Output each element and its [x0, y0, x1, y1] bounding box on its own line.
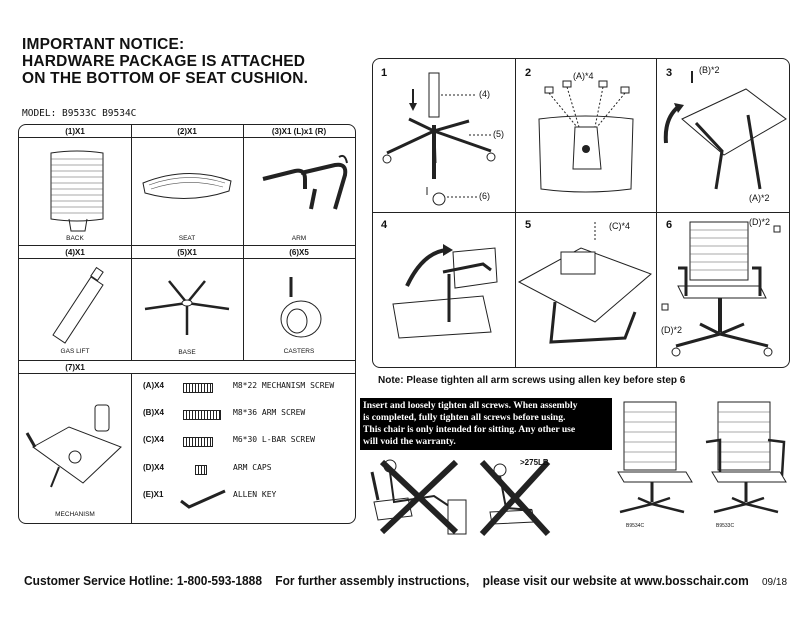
step-4-number: 4 — [381, 219, 388, 231]
part-4-name: GAS LIFT — [60, 348, 90, 355]
step-3-callout-b: (B)*2 — [699, 65, 720, 75]
hardware-row — [143, 381, 353, 395]
hardware-row — [143, 408, 353, 422]
hardware-row — [143, 463, 353, 477]
misuse-standing-illustration — [364, 452, 468, 542]
hardware-key: (D)X4 — [143, 463, 164, 472]
step-6-callout-d2: (D)*2 — [661, 325, 683, 335]
part-2-qty: (2)X1 — [177, 127, 197, 136]
step-3-number: 3 — [666, 67, 673, 79]
base-illustration — [139, 273, 235, 343]
footer — [24, 573, 749, 588]
arm-illustration — [255, 149, 351, 233]
step-2-illustration — [515, 59, 656, 212]
seat-illustration — [139, 169, 235, 209]
footer-website: please visit our website at www.bosschair.com — [482, 573, 749, 588]
step-2-number: 2 — [525, 67, 532, 79]
mechanism-illustration — [29, 387, 125, 505]
step-3-callout-a: (A)*2 — [749, 193, 770, 203]
part-4-qty: (4)X1 — [65, 248, 85, 257]
hardware-row — [143, 435, 353, 449]
arm-screw-note: Note: Please tighten all arm screws using allen key before step 6 — [378, 375, 686, 386]
important-notice — [22, 36, 308, 87]
footer-instructions: For further assembly instructions, — [275, 573, 470, 588]
hardware-key: (E)X1 — [143, 490, 164, 499]
hardware-description: M8*22 MECHANISM SCREW — [233, 381, 335, 390]
hardware-row — [143, 490, 353, 504]
step-2-callout-a: (A)*4 — [573, 71, 594, 81]
chair-b9534c-illustration — [612, 398, 702, 522]
weight-limit-label: >275LB — [520, 458, 549, 467]
part-5-name: BASE — [178, 349, 196, 356]
part-1-qty: (1)X1 — [65, 127, 85, 136]
hardware-key: (C)X4 — [143, 435, 164, 444]
step-6-illustration — [656, 212, 789, 367]
warning-line-2: is completed, fully tighten all screws before using. — [363, 412, 566, 423]
parts-list-box — [18, 124, 356, 524]
revision-date: 09/18 — [762, 577, 788, 588]
step-5-number: 5 — [525, 219, 532, 231]
part-6-qty: (6)X5 — [289, 248, 309, 257]
step-3-illustration — [656, 59, 789, 212]
step-6-number: 6 — [666, 219, 673, 231]
hardware-description: M6*30 L-BAR SCREW — [233, 435, 315, 444]
allen-key-icon — [179, 489, 227, 509]
part-1-name: BACK — [66, 235, 84, 242]
screw-icon — [183, 410, 221, 420]
arm-cap-icon — [195, 465, 207, 475]
part-3-name: ARM — [291, 235, 307, 242]
part-5-qty: (5)X1 — [177, 248, 197, 257]
step-1-number: 1 — [381, 67, 388, 79]
chair-label-1: B9534C — [626, 523, 645, 529]
model-number: MODEL: B9533C B9534C — [22, 108, 137, 119]
part-7-qty: (7)X1 — [65, 363, 85, 372]
step-4-illustration — [373, 212, 515, 367]
step-5-illustration — [515, 212, 656, 367]
hardware-key: (A)X4 — [143, 381, 164, 390]
part-3-qty: (3)X1 (L)x1 (R) — [271, 127, 327, 136]
hardware-key: (B)X4 — [143, 408, 164, 417]
step-1-callout-4: (4) — [479, 89, 490, 99]
footer-hotline: Customer Service Hotline: 1-800-593-1888 — [24, 573, 262, 588]
step-1-callout-6: (6) — [479, 191, 490, 201]
warning-line-4: will void the warranty. — [363, 436, 456, 447]
caster-illustration — [273, 275, 329, 341]
assembly-steps-box — [372, 58, 790, 368]
back-illustration — [47, 151, 107, 233]
screw-icon — [183, 437, 213, 447]
notice-line-2: HARDWARE PACKAGE IS ATTACHED — [22, 53, 306, 70]
chair-b9533c-illustration — [704, 398, 794, 522]
screw-icon — [183, 383, 213, 393]
warning-line-3: This chair is only intended for sitting. Any other use — [363, 424, 576, 435]
hardware-description: M8*36 ARM SCREW — [233, 408, 306, 417]
part-7-name: MECHANISM — [55, 511, 95, 518]
hardware-description: ALLEN KEY — [233, 490, 277, 499]
hardware-description: ARM CAPS — [233, 463, 272, 472]
warning-line-1: Insert and loosely tighten all screws. When assembly — [363, 400, 578, 411]
gas-lift-illustration — [43, 265, 113, 345]
step-5-callout-c: (C)*4 — [609, 221, 631, 231]
part-2-name: SEAT — [178, 235, 196, 242]
notice-line-3: ON THE BOTTOM OF SEAT CUSHION. — [22, 70, 309, 87]
part-6-name: CASTERS — [283, 348, 315, 355]
step-6-callout-d1: (D)*2 — [749, 217, 771, 227]
notice-line-1: IMPORTANT NOTICE: — [22, 36, 185, 53]
step-1-callout-5: (5) — [493, 129, 504, 139]
chair-label-2: B9533C — [716, 523, 735, 529]
warning-box — [360, 398, 612, 450]
